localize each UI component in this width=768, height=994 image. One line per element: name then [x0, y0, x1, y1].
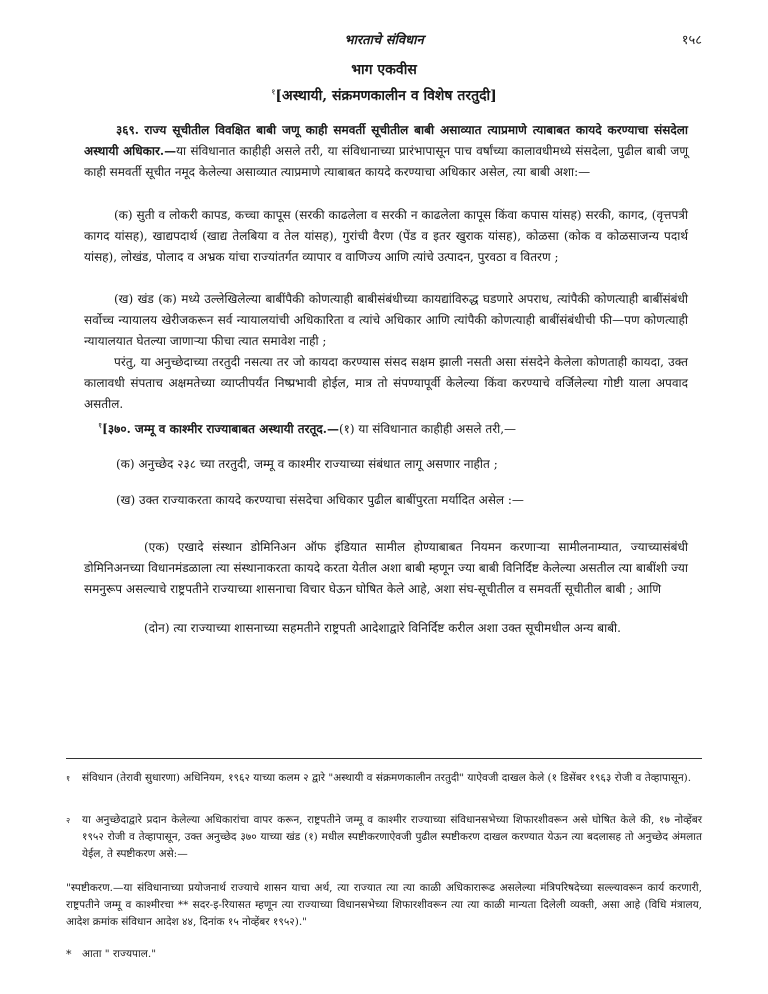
footnote-ref: १	[271, 87, 276, 97]
article-369-intro-text: या संविधानात काहीही असले तरी, या संविधानाच्या प्रारंभापासून पाच वर्षांच्या कालावधीमध्ये संसदेला, पुढील बाबी जणू काही समवर्ती सूचीत नमूद केलेल्या असाव्यात त्याप्रमाणे त्याबाबत कायदे करण्याचा अधिकार असेल, त्या बाबी अशा:—	[84, 144, 688, 179]
footnote-text: "स्पष्टीकरण.—या संविधानाच्या प्रयोजनार्थ राज्याचे शासन याचा अर्थ, त्या राज्यात त्या त्या काळी अधिकारारूढ असलेल्या मंत्रिपरिषदेच्या सल्ल्यावरून कार्य करणारी, राष्ट्रपतीने जम्मू व काश्मीरचा ** सदर-इ-रियासत म्हणून त्या राज्याच्या विधानसभेच्या शिफारशीवरून त्या त्या काळी मान्यता दिलेली व्यक्ती, असा आहे (विधि मंत्रालय, आदेश क्रमांक संविधान आदेश ४४, दिनांक १५ नोव्हेंबर १९५२)."	[66, 882, 702, 928]
footnote-mark: १	[66, 774, 71, 783]
article-370-clause-b	[84, 490, 688, 511]
clause-a-text: (क) अनुच्छेद २३८ च्या तरतुदी, जम्मू व काश्मीर राज्याच्या संबंधात लागू असणार नाहीत ;	[116, 457, 498, 471]
article-370-heading: [३७०. जम्मू व काश्मीर राज्याबाबत अस्थायी तरतूद.—	[102, 422, 339, 436]
part-subtitle	[0, 86, 768, 105]
sub-two-text: (दोन) त्या राज्याच्या शासनाच्या सहमतीने राष्ट्रपती आदेशाद्वारे विनिर्दिष्ट करील अशा उक्त सूचीमधील अन्य बाबी.	[144, 621, 621, 635]
clause-b-text: (ख) खंड (क) मध्ये उल्लेखिलेल्या बाबींपैकी कोणत्याही बाबीसंबंधीच्या कायद्यांविरुद्ध घडणारे अपराध, त्यांपैकी कोणत्याही बाबींसंबंधी सर्वोच्च न्यायालय खेरीजकरून सर्व न्यायालयांची अधिकारिता व त्यांचे अधिकार आणि त्यांपैकी कोणत्याही बाबींसंबंधीची फी—पण कोणत्याही न्यायालयात घेतल्या जाणाऱ्या फीचा त्यात समावेश नाही ;	[84, 292, 688, 348]
footnote-mark: २	[66, 816, 71, 825]
footnote-ref: १	[98, 421, 103, 430]
clause-a-text: (क) सुती व लोकरी कापड, कच्चा कापूस (सरकी काढलेला व सरकी न काढलेला कापूस किंवा कपास यांसह) सरकी, कागद, (वृत्तपत्री कागद यांसह), खाद्यपदार्थ (खाद्य तेलबिया व तेल यांसह), गुरांची वैरण (पेंड व इतर खुराक यांसह), कोळसा (कोक व कोळसाजन्य पदार्थ यांसह), लोखंड, पोलाद व अभ्रक यांचा राज्यांतर्गत व्यापार व वाणिज्य आणि त्यांचे उत्पादन, पुरवठा व वितरण ;	[84, 208, 688, 264]
part-subtitle-text: [अस्थायी, संक्रमणकालीन व विशेष तरतुदी]	[275, 88, 497, 104]
article-370-clause-a	[84, 454, 688, 475]
article-369-proviso	[84, 352, 688, 415]
article-369-clause-b	[84, 289, 688, 352]
footnote-star	[66, 946, 702, 963]
footnote-2	[66, 812, 702, 863]
footnote-text: आता " राज्यपाल."	[82, 948, 157, 960]
footnote-divider	[66, 758, 702, 759]
running-title: भारताचे संविधान	[344, 33, 424, 48]
footnote-1	[66, 770, 702, 787]
footnote-explanation	[66, 880, 702, 931]
clause-b-text: (ख) उक्त राज्याकरता कायदे करण्याचा संसदेचा अधिकार पुढील बाबींपुरता मर्यादित असेल :—	[116, 493, 524, 507]
proviso-text: परंतु, या अनुच्छेदाच्या तरतुदी नसत्या तर जो कायदा करण्यास संसद सक्षम झाली नसती असा संसदेने केलेला कोणताही कायदा, उक्त कालावधी संपताच अक्षमतेच्या व्याप्तीपर्यंत निष्प्रभावी होईल, मात्र तो संपण्यापूर्वी केलेल्या किंवा करण्याचे वर्जिलेल्या गोष्टी याला अपवाद असतील.	[84, 355, 688, 411]
article-370-intro	[84, 415, 688, 440]
page-number: १५८	[681, 33, 702, 48]
article-369-intro	[84, 120, 688, 183]
footnote-text: या अनुच्छेदाद्वारे प्रदान केलेल्या अधिकारांचा वापर करून, राष्ट्रपतीने जम्मू व काश्मीर राज्याच्या संविधानसभेच्या शिफारशीवरून असे घोषित केले की, १७ नोव्हेंबर १९५२ रोजी व तेव्हापासून, उक्त अनुच्छेद ३७० याच्या खंड (१) मधील स्पष्टीकरणाऐवजी पुढील स्पष्टीकरण दाखल करण्यात येऊन त्या बदलासह तो अनुच्छेद अंमलात येईल, ते स्पष्टीकरण असे:—	[82, 814, 702, 860]
footnote-mark: *	[66, 948, 72, 961]
article-370-intro-text: (१) या संविधानात काहीही असले तरी,—	[338, 422, 517, 436]
article-369-clause-a	[84, 205, 688, 268]
part-title: भाग एकवीस	[351, 62, 417, 78]
article-370-sub-two	[84, 618, 688, 639]
footnote-text: संविधान (तेरावी सुधारणा) अधिनियम, १९६२ याच्या कलम २ द्वारे "अस्थायी व संक्रमणकालीन तरतुदी" याऐवजी दाखल केले (१ डिसेंबर १९६३ रोजी व तेव्हापासून).	[82, 772, 692, 784]
running-header	[0, 30, 768, 50]
sub-one-text: (एक) एखादे संस्थान डोमिनिअन ऑफ इंडियात सामील होण्याबाबत नियमन करणाऱ्या सामीलनाम्यात, ज्याच्यासंबंधी डोमिनिअनच्या विधानमंडळाला त्या संस्थानाकरता कायदे करता येतील अशा बाबी म्हणून ज्या बाबी विनिर्दिष्ट केलेल्या असतील त्या बाबींशी ज्या समनुरूप असल्याचे राष्ट्रपतीने राज्याच्या शासनाचा विचार घेऊन घोषित केले आहे, अशा संघ-सूचीतील व समवर्ती सूचीतील बाबी ; आणि	[84, 540, 688, 596]
article-369-heading: राज्य सूचीतील विवक्षित बाबी जणू काही समवर्ती सूचीतील बाबी असाव्यात त्याप्रमाणे त्याबाबत कायदे करण्याचा संसदेला अस्थायी अधिकार.—	[84, 123, 688, 158]
article-370-sub-one	[84, 537, 688, 600]
article-369-number: ३६९.	[116, 123, 139, 137]
